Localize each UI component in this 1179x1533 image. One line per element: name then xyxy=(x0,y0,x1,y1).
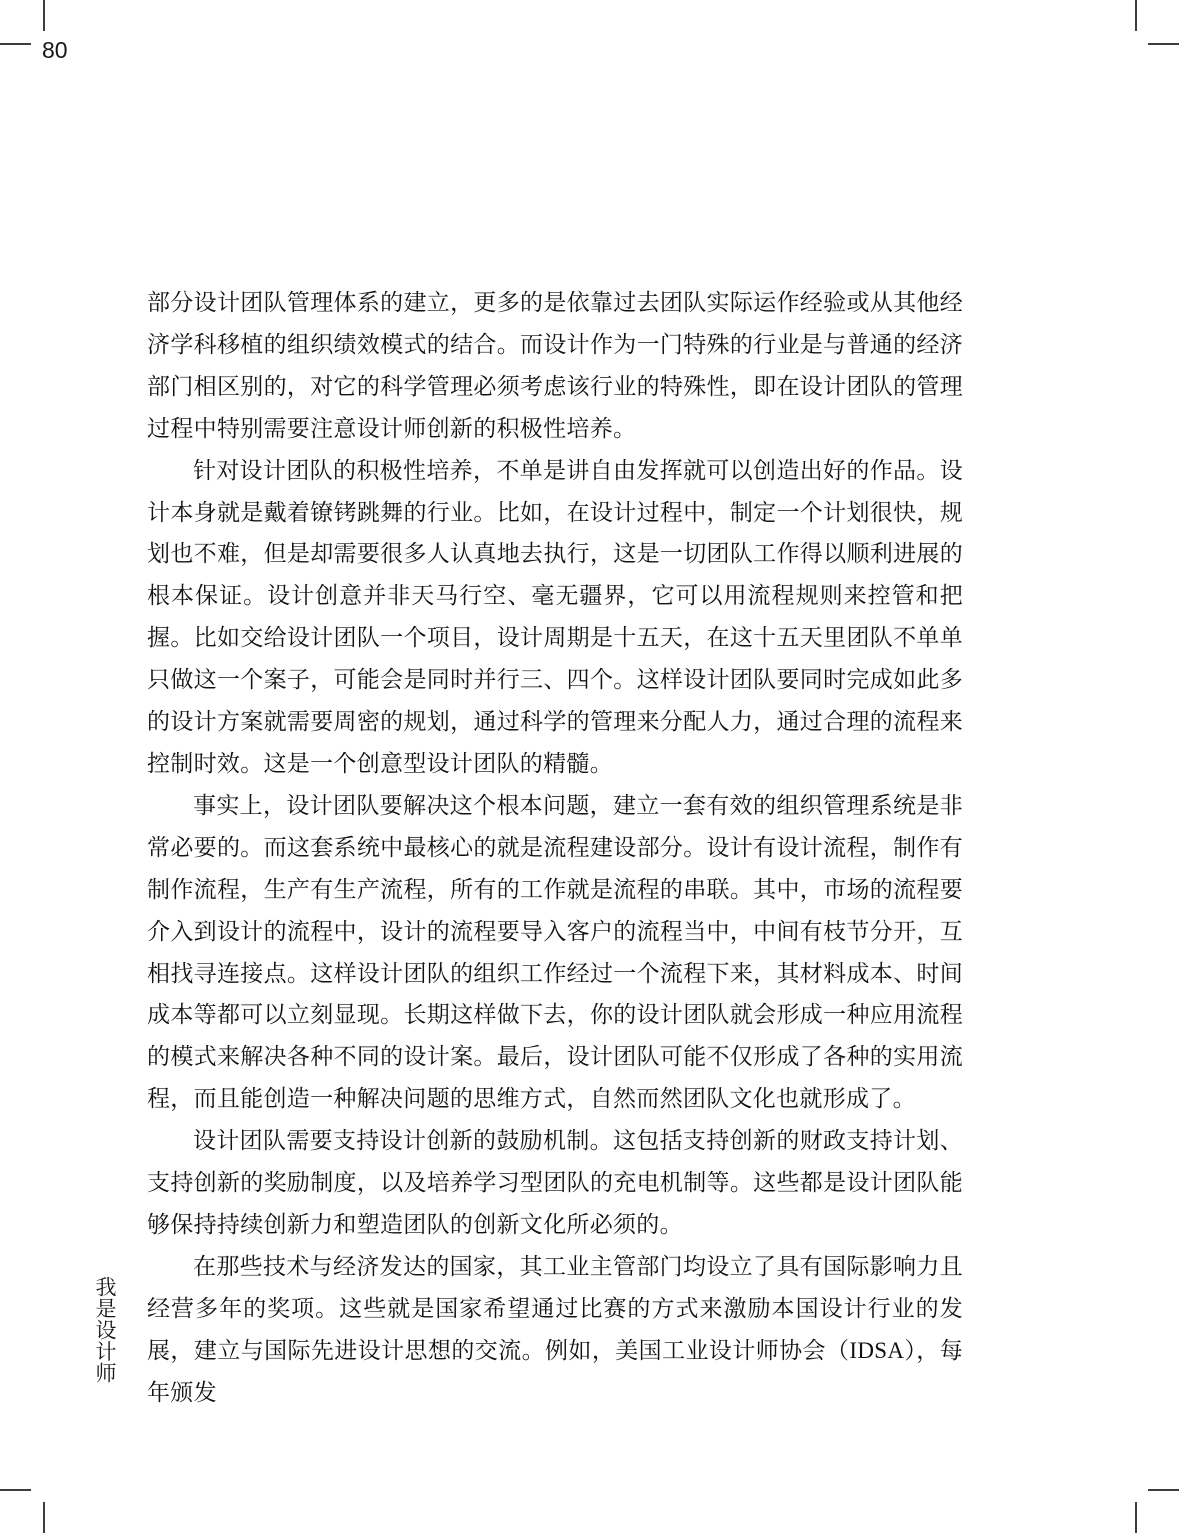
body-paragraph: 部分设计团队管理体系的建立，更多的是依靠过去团队实际运作经验或从其他经济学科移植的组织绩效模式的结合。而设计作为一门特殊的行业是与普通的经济部门相区别的，对它的科学管理必须考虑该行业的特殊性，即在设计团队的管理过程中特别需要注意设计师创新的积极性培养。 xyxy=(147,290,963,441)
crop-mark-top-left-horizontal xyxy=(0,43,31,45)
body-paragraph: 事实上，设计团队要解决这个根本问题，建立一套有效的组织管理系统是非常必要的。而这套系统中最核心的就是流程建设部分。设计有设计流程，制作有制作流程，生产有生产流程，所有的工作就是流程的串联。其中，市场的流程要介入到设计的流程中，设计的流程要导入客户的流程当中，中间有枝节分开，互相找寻连接点。这样设计团队的组织工作经过一个流程下来，其材料成本、时间成本等都可以立刻显现。长期这样做下去，你的设计团队就会形成一种应用流程的模式来解决各种不同的设计案。最后，设计团队可能不仅形成了各种的实用流程，而且能创造一种解决问题的思维方式，自然而然团队文化也就形成了。 xyxy=(147,792,963,1112)
crop-mark-bottom-right-horizontal xyxy=(1148,1489,1179,1491)
page-number: 80 xyxy=(42,37,68,63)
crop-mark-bottom-left-vertical xyxy=(43,1502,45,1533)
body-text-block xyxy=(147,282,963,1413)
body-paragraph: 在那些技术与经济发达的国家，其工业主管部门均设立了具有国际影响力且经营多年的奖项。这些就是国家希望通过比赛的方式来激励本国设计行业的发展，建立与国际先进设计思想的交流。例如，美国工业设计师协会（IDSA），每年颁发 xyxy=(147,1253,963,1405)
crop-mark-top-left-vertical xyxy=(43,0,45,31)
crop-mark-bottom-left-horizontal xyxy=(0,1489,31,1491)
body-paragraph: 设计团队需要支持设计创新的鼓励机制。这包括支持创新的财政支持计划、支持创新的奖励制度，以及培养学习型团队的充电机制等。这些都是设计团队能够保持持续创新力和塑造团队的创新文化所必须的。 xyxy=(147,1128,963,1237)
crop-mark-bottom-right-vertical xyxy=(1135,1502,1137,1533)
crop-mark-top-right-horizontal xyxy=(1148,43,1179,45)
body-paragraph: 针对设计团队的积极性培养，不单是讲自由发挥就可以创造出好的作品。设计本身就是戴着镣铐跳舞的行业。比如，在设计过程中，制定一个计划很快，规划也不难，但是却需要很多人认真地去执行，这是一切团队工作得以顺利进展的根本保证。设计创意并非天马行空、毫无疆界，它可以用流程规则来控管和把握。比如交给设计团队一个项目，设计周期是十五天，在这十五天里团队不单单只做这一个案子，可能会是同时并行三、四个。这样设计团队要同时完成如此多的设计方案就需要周密的规划，通过科学的管理来分配人力，通过合理的流程来控制时效。这是一个创意型设计团队的精髓。 xyxy=(147,457,963,776)
margin-book-title: 我是设计师 xyxy=(93,1276,117,1384)
crop-mark-top-right-vertical xyxy=(1135,0,1137,31)
